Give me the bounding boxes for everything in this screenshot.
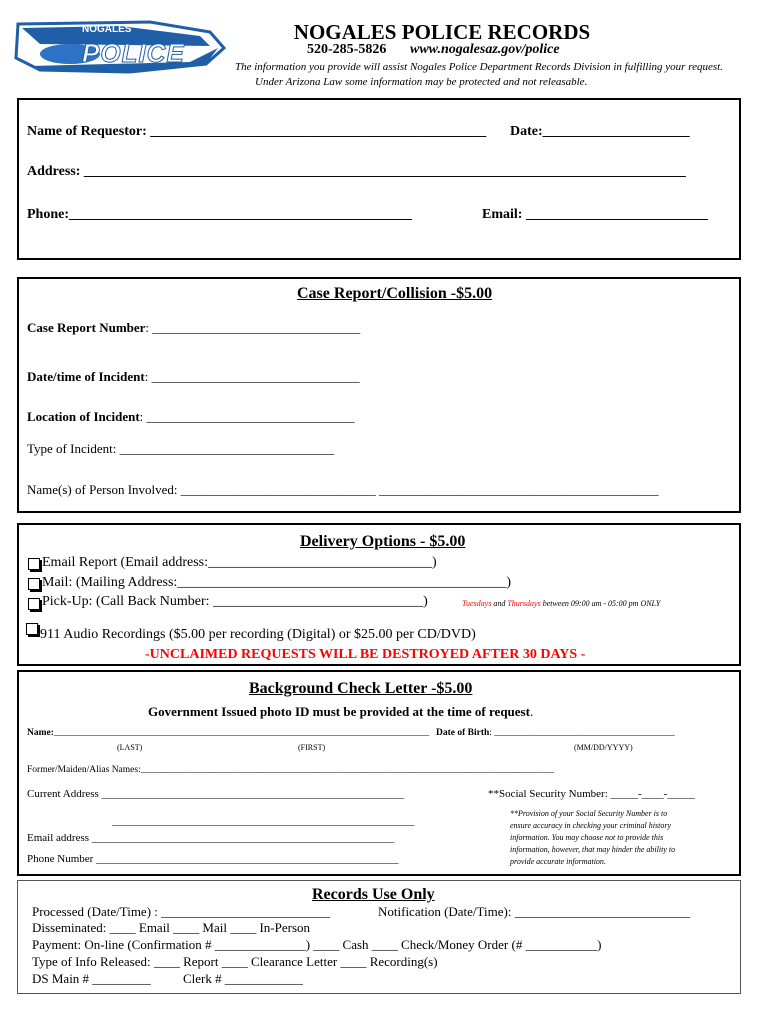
photo-id-notice xyxy=(148,704,533,720)
payment-field[interactable]: Payment: On-line (Confirmation # ______________) ____ Cash ____ Check/Money Order (# ___________) xyxy=(32,937,602,952)
clerk-field[interactable]: Clerk # ____________ xyxy=(183,971,303,986)
email-option-checkbox[interactable] xyxy=(28,558,40,570)
ssn-note-3: information. You may choose not to provide this xyxy=(510,833,664,842)
bg-dob-label: Date of Birth xyxy=(436,728,490,738)
logo-small-text: NOGALES xyxy=(82,24,132,35)
incident-datetime-line: : ________________________________ xyxy=(144,369,360,384)
bg-email-field[interactable]: Email address _______________________________________________________ xyxy=(27,832,395,844)
audio-option-checkbox[interactable] xyxy=(26,623,38,635)
bg-current-address-field[interactable]: Current Address _______________________________________________________ xyxy=(27,788,405,800)
delivery-heading: Delivery Options - $5.00 xyxy=(300,533,466,550)
requestor-date-field[interactable]: Date:_____________________ xyxy=(510,124,690,139)
photo-id-period: . xyxy=(529,704,534,719)
case-number-field[interactable] xyxy=(27,320,360,336)
incident-location-label: Location of Incident xyxy=(27,409,140,424)
background-check-heading: Background Check Letter -$5.00 xyxy=(249,680,473,697)
incident-datetime-field[interactable] xyxy=(27,369,360,385)
police-logo xyxy=(10,18,228,76)
pickup-day-thursday: Thursdays xyxy=(507,599,541,608)
ssn-note-5: provide accurate information. xyxy=(510,857,606,866)
bg-last-caption: (LAST) xyxy=(117,743,143,752)
mail-option-field[interactable]: Mail: (Mailing Address:_______________________________________________) xyxy=(42,575,511,590)
requestor-email-field[interactable]: Email: __________________________ xyxy=(482,207,708,222)
case-report-section xyxy=(17,277,741,513)
ssn-note-1: **Provision of your Social Security Number is to xyxy=(510,809,668,818)
bg-phone-field[interactable]: Phone Number _______________________________________________________ xyxy=(27,853,399,865)
incident-datetime-label: Date/time of Incident xyxy=(27,369,145,384)
ssn-note-4: information, however, that may hinder the ability to xyxy=(510,845,676,854)
pickup-day-tuesday: Tuesdays xyxy=(462,599,492,608)
bg-former-names-field[interactable]: Former/Maiden/Alias Names:_______________________________________________________________________________________ xyxy=(27,765,554,775)
info-released-field[interactable]: Type of Info Released: ____ Report ____ Clearance Letter ____ Recording(s) xyxy=(32,954,438,969)
requestor-name-field[interactable]: Name of Requestor: ________________________________________________ xyxy=(27,124,487,139)
bg-dob-caption: (MM/DD/YYYY) xyxy=(574,743,633,752)
bg-name-label: Name: xyxy=(27,728,54,738)
pickup-option-field[interactable]: Pick-Up: (Call Back Number: ______________________________) xyxy=(42,594,428,609)
photo-id-text: Government Issued photo ID must be provided at the time of request xyxy=(148,704,530,719)
bg-ssn-field[interactable]: **Social Security Number: _____-____-_____ xyxy=(488,788,695,800)
requestor-phone-field[interactable]: Phone:_________________________________________________ xyxy=(27,207,412,222)
bg-dob-line: : ______________________________________ xyxy=(489,728,675,738)
phone-number: 520-285-5826 xyxy=(307,42,387,57)
bg-name-line: _______________________________________________________________________________ xyxy=(53,728,430,738)
notification-field[interactable]: Notification (Date/Time): ___________________________ xyxy=(378,904,691,919)
pickup-and: and xyxy=(491,599,508,608)
requestor-address-field[interactable]: Address: ______________________________________________________________________________________ xyxy=(27,164,686,179)
processed-field[interactable]: Processed (Date/Time) : __________________________ xyxy=(32,904,331,919)
persons-involved-field[interactable]: Name(s) of Person Involved: ______________________________ ___________________________________________ xyxy=(27,482,659,497)
audio-option-field[interactable]: 911 Audio Recordings ($5.00 per recording (Digital) or $25.00 per CD/DVD) xyxy=(40,627,476,642)
mail-option-checkbox[interactable] xyxy=(28,578,40,590)
bg-first-caption: (FIRST) xyxy=(298,743,326,752)
case-report-heading: Case Report/Collision -$5.00 xyxy=(297,285,493,302)
ssn-note-2: ensure accuracy in checking your criminal history xyxy=(510,821,671,830)
case-number-line: : ________________________________ xyxy=(145,320,361,335)
email-option-field[interactable]: Email Report (Email address:________________________________) xyxy=(42,555,437,570)
website-link[interactable]: www.nogalesaz.gov/police xyxy=(410,42,560,57)
header-notice-2: Under Arizona Law some information may be protected and not releasable. xyxy=(255,76,588,88)
pickup-schedule xyxy=(462,599,660,608)
incident-location-field[interactable] xyxy=(27,409,355,425)
pickup-option-checkbox[interactable] xyxy=(28,598,40,610)
pickup-hours: between 09:00 am - 05:00 pm ONLY xyxy=(540,599,661,608)
case-number-label: Case Report Number xyxy=(27,320,146,335)
unclaimed-warning: -UNCLAIMED REQUESTS WILL BE DESTROYED AFTER 30 DAYS - xyxy=(145,647,586,662)
incident-type-field[interactable]: Type of Incident: _________________________________ xyxy=(27,441,335,456)
incident-location-line: : ________________________________ xyxy=(139,409,355,424)
disseminated-field[interactable]: Disseminated: ____ Email ____ Mail ____ In-Person xyxy=(32,920,311,935)
bg-address-line-2[interactable]: _______________________________________________________ xyxy=(112,815,415,827)
bg-dob-field[interactable] xyxy=(436,728,675,738)
page-title: NOGALES POLICE RECORDS xyxy=(293,20,591,44)
bg-name-field[interactable] xyxy=(27,728,429,738)
ds-main-field[interactable]: DS Main # _________ xyxy=(32,971,151,986)
header-notice-1: The information you provide will assist Nogales Police Department Records Division in fulfilling your request. xyxy=(235,61,723,73)
records-use-heading: Records Use Only xyxy=(312,886,435,903)
logo-big-text: POLICE xyxy=(82,38,185,68)
